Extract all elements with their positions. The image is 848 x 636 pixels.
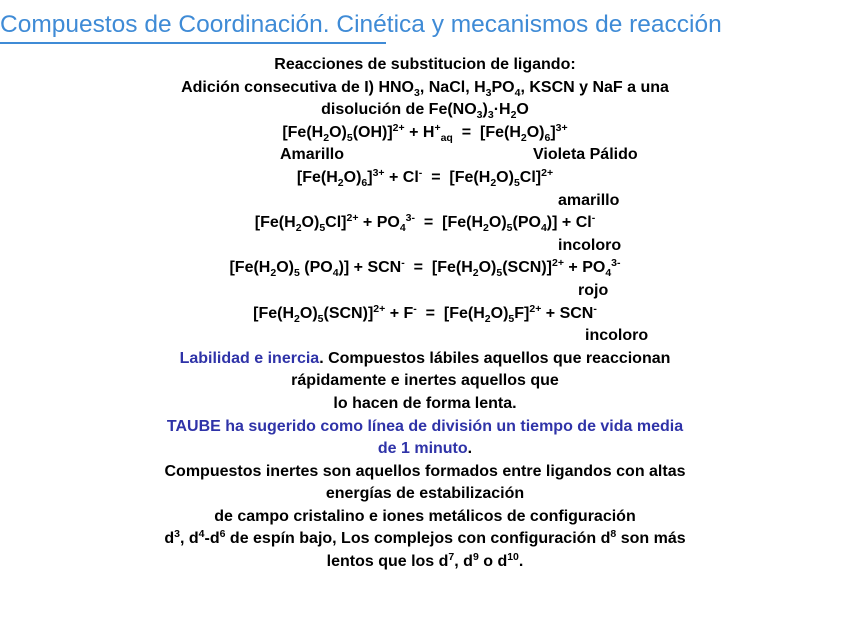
lability-line-2: rápidamente e inertes aquellos que bbox=[291, 372, 559, 390]
slide-title bbox=[0, 11, 848, 39]
lability-term: Labilidad e inercia bbox=[179, 349, 320, 367]
inert-line-3: de campo cristalino e iones metálicos de configuración bbox=[214, 507, 636, 525]
slide-body bbox=[130, 54, 720, 574]
reaction-5-equation: $[Fe(H_2O)_5(SCN)]^{2+} + F^- = [Fe(H_2O)_5F]^{2+} + SCN^-$ bbox=[253, 302, 597, 325]
taube-line-2: de 1 minuto. bbox=[377, 440, 473, 458]
taube-line-1: TAUBE ha sugerido como línea de división un tiempo de vida media bbox=[166, 417, 684, 435]
reaction-3-label: incoloro bbox=[558, 236, 622, 254]
reaction-2-label: amarillo bbox=[558, 191, 620, 209]
reaction-3-equation: $[Fe(H_2O)_5Cl]^{2+} + PO_4^{3-} = [Fe(H_2O)_5(PO_4)] + Cl^-$ bbox=[254, 212, 596, 235]
lability-line-3: lo hacen de forma lenta. bbox=[333, 394, 517, 412]
reaction-4-equation: [$Fe(H_2O)_5$ $(PO_4)] + SCN^- = [Fe(H_2O)_5(SCN)]^{2+} + PO_4^{3-}$ bbox=[229, 257, 621, 280]
inert-line-5: lentos que los $d^7$, $d^9$ o $d^{10}$. bbox=[326, 551, 524, 571]
title-rest: Cinética y mecanismos de reacción bbox=[329, 11, 722, 38]
reaction-5-label: incoloro bbox=[585, 327, 649, 345]
reaction-1-labels bbox=[130, 144, 720, 167]
reaction-5-label-row bbox=[130, 325, 720, 348]
inert-line-1: Compuestos inertes son aquellos formados entre ligandos con altas bbox=[164, 462, 686, 480]
intro-line-2: disolución de $Fe(NO_3)_3\cdot H_2O$ bbox=[321, 101, 529, 122]
reaction-1-label-left: Amarillo bbox=[280, 146, 345, 164]
inert-line-2: energías de estabilización bbox=[325, 485, 525, 503]
inert-line-4: $d^3$, $d^4-d^6$ de espín bajo, Los complejos con configuración $d^8$ son más bbox=[164, 528, 686, 548]
reaction-1-label-right: Violeta Pálido bbox=[533, 146, 638, 164]
reaction-2-label-row bbox=[130, 190, 720, 213]
reaction-4-label-row bbox=[130, 280, 720, 303]
title-underlined-part: Compuestos de Coordinación. bbox=[0, 11, 330, 38]
reaction-4-label: rojo bbox=[578, 281, 609, 299]
reaction-2-equation: $[Fe(H_2O)_6]^{3+} + Cl^- = [Fe(H_2O)_5Cl]^{2+}$ bbox=[296, 166, 554, 189]
reaction-3-label-row bbox=[130, 235, 720, 258]
intro-line-1: Adición consecutiva de I) $HNO_3$, NaCl, $H_3PO_4$, KSCN y NaF a una bbox=[181, 78, 669, 99]
title-underline bbox=[0, 42, 386, 44]
section-heading: Reacciones de substitucion de ligando: bbox=[274, 56, 576, 73]
lability-line-1: Labilidad e inercia. Compuestos lábiles aquellos que reaccionan bbox=[179, 349, 671, 367]
reaction-1-equation: $[Fe(H_2O)_5(OH)]^{2+} + H^+_{aq} = [Fe(H_2O)_6]^{3+}$ bbox=[282, 121, 568, 144]
